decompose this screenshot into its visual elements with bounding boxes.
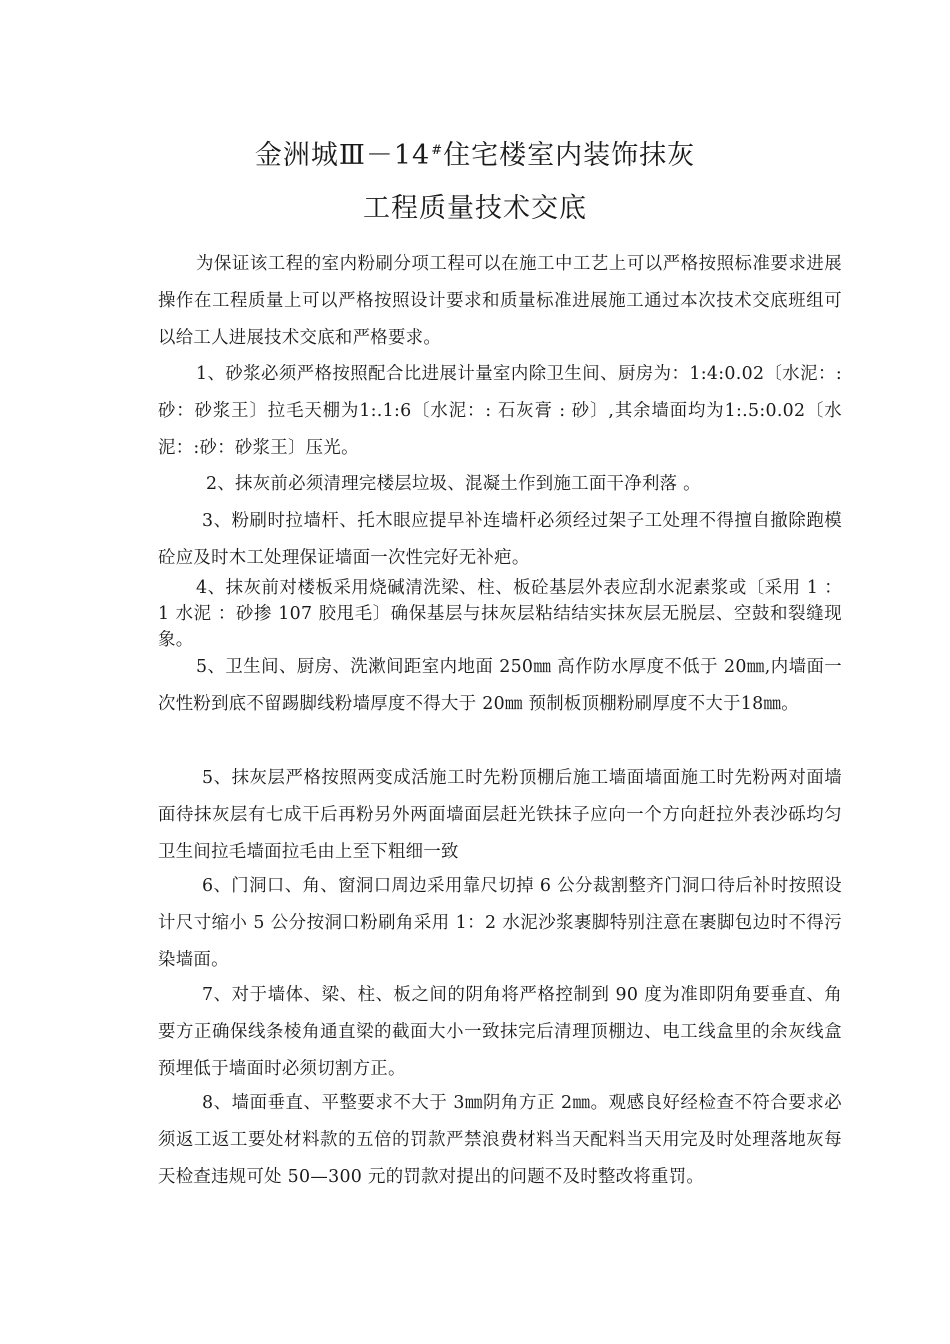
title-superscript: # — [431, 143, 444, 158]
intro-paragraph: 为保证该工程的室内粉刷分项工程可以在施工中工艺上可以严格按照标准要求进展操作在工程质量上可以严格按照设计要求和质量标准进展施工通过本次技术交底班组可以给工人进展技术交底和严格要求。 — [158, 254, 842, 348]
paragraph-item-4: 4、抹灰前对楼板采用烧碱清洗梁、柱、板砼基层外表应刮水泥素浆或〔采用 1 ：1 水泥 ：砂掺 107 胶甩毛〕确保基层与抹灰层粘结结实抹灰层无脱层、空鼓和裂缝现象。 — [158, 578, 842, 650]
paragraph-item-8: 8、墙面垂直、平整要求不大于 3㎜阴角方正 2㎜。观感良好经检查不符合要求必须返工返工要处材料款的五倍的罚款严禁浪费材料当天配料当天用完及时处理落地灰每天检查违规可处 50—300 元的罚款对提出的问题不及时整改将重罚。 — [158, 1093, 842, 1187]
paragraph-item-5a: 5、卫生间、厨房、洗漱间距室内地面 250㎜ 高作防水厚度不低于 20㎜,内墙面一次性粉到底不留踢脚线粉墙厚度不得大于 20㎜ 预制板顶棚粉刷厚度不大于18㎜。 — [158, 657, 842, 714]
document-title-line-2: 工程质量技术交底 — [363, 193, 587, 224]
paragraph-item-7: 7、对于墙体、梁、柱、板之间的阴角将严格控制到 90 度为准即阴角要垂直、角要方正确保线条棱角通直梁的截面大小一致抹完后清理顶棚边、电工线盒里的余灰线盒预埋低于墙面时必须切割方正。 — [158, 985, 842, 1079]
title-rest-text: 住宅楼室内装饰抹灰 — [443, 140, 696, 171]
paragraph-item-1: 1、砂浆必须严格按照配合比进展计量室内除卫生间、厨房为：1:4:0.02〔水泥：:砂：砂浆王〕拉毛天棚为1:.1:6〔水泥：: 石灰膏 : 砂〕,其余墙面均为1:.5:0.02〔水泥：:砂：砂浆王〕压光。 — [158, 364, 842, 458]
paragraph-item-6: 6、门洞口、角、窗洞口周边采用靠尺切掉 6 公分裁割整齐门洞口待后补时按照设计尺寸缩小 5 公分按洞口粉刷角采用 1：2 水泥沙浆裹脚特别注意在裹脚包边时不得污染墙面。 — [158, 876, 842, 970]
title-main-text: 金洲城Ⅲ－14 — [254, 140, 431, 171]
document-title-line-1 — [0, 133, 950, 172]
paragraph-item-3: 3、粉刷时拉墙杆、托木眼应提早补连墙杆必须经过架子工处理不得擅自撤除跑模砼应及时木工处理保证墙面一次性完好无补疤。 — [158, 511, 842, 568]
paragraph-item-5b: 5、抹灰层严格按照两变成活施工时先粉顶棚后施工墙面墙面施工时先粉两对面墙面待抹灰层有七成干后再粉另外两面墙面层赶光铁抹子应向一个方向赶拉外表沙砾均匀卫生间拉毛墙面拉毛由上至下粗细一致 — [158, 768, 842, 862]
paragraph-item-2: 2、抹灰前必须清理完楼层垃圾、混凝土作到施工面干净利落 。 — [206, 474, 701, 494]
